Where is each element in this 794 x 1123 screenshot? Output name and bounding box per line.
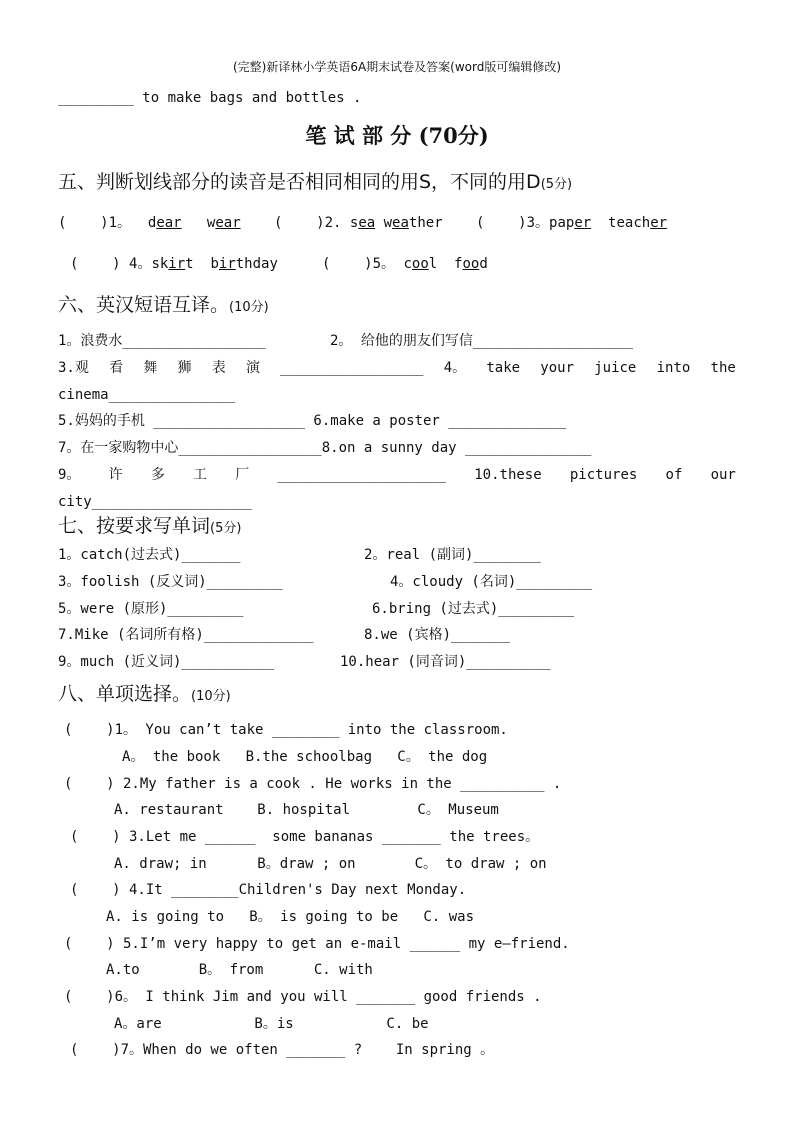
word-item-3: 3。foolish (反义词)_________ — [58, 574, 283, 590]
word-item-8: 8.we (宾格)_______ — [364, 627, 511, 643]
section-5-points: (5分) — [540, 177, 573, 192]
translation-line-10-cont: city___________________ — [58, 494, 252, 510]
word-item-9: 9。much (近义词)___________ — [58, 654, 275, 670]
mc-question-3: ( ) 3.Let me ______ some bananas _______ the trees。 — [70, 829, 540, 845]
mc-options-3: A. draw; in B。draw ; on C。 to draw ; on — [114, 856, 547, 872]
translation-line-9-10: 9。 许 多 工 厂 ____________________ 10.these pictures of our — [58, 467, 736, 483]
phonics-question-3: ( )3。paper teacher — [476, 215, 668, 231]
word-item-7: 7.Mike (名词所有格)_____________ — [58, 627, 314, 643]
translation-line-5-6: 5.妈妈的手机 __________________ 6.make a poster ______________ — [58, 413, 567, 429]
phonics-question-5: ( )5。 cool food — [322, 256, 488, 272]
translation-line-4-cont: cinema_______________ — [58, 387, 236, 403]
mc-question-1: ( )1。 You can’t take ________ into the classroom. — [64, 722, 508, 738]
continuation-line: _________ to make bags and bottles . — [58, 90, 362, 106]
word-item-5: 5。were (原形)_________ — [58, 601, 244, 617]
section-6-points: (10分) — [229, 300, 269, 315]
section-8-heading-text: 八、单项选择。 — [58, 683, 192, 705]
mc-question-5: ( ) 5.I’m very happy to get an e-mail ______ my e—friend. — [64, 936, 570, 952]
section-7-heading — [58, 514, 241, 541]
translation-item-1: 1。浪费水_________________ — [58, 333, 266, 349]
phonics-question-2: ( )2. sea weather — [274, 215, 443, 231]
mc-options-1: A。 the book B.the schoolbag C。 the dog — [122, 749, 488, 765]
word-item-10: 10.hear (同音词)__________ — [340, 654, 551, 670]
translation-line-7-8: 7。在一家购物中心_________________8.on a sunny day _______________ — [58, 440, 592, 456]
mc-options-5: A.to B。 from C. with — [106, 962, 373, 978]
section-5-heading-text: 五、判断划线部分的读音是否相同相同的用S，不同的用D — [58, 171, 541, 193]
mc-question-4: ( ) 4.It ________Children's Day next Monday. — [70, 882, 467, 898]
word-item-2: 2。real (副词)________ — [364, 547, 541, 563]
section-title: 笔 试 部 分 (70分) — [305, 123, 489, 148]
word-item-1: 1。catch(过去式)_______ — [58, 547, 241, 563]
section-8-heading — [58, 682, 231, 709]
mc-question-2: ( ) 2.My father is a cook . He works in the __________ . — [64, 776, 562, 792]
section-7-points: (5分) — [210, 521, 242, 536]
section-6-heading — [58, 293, 269, 320]
section-8-points: (10分) — [191, 689, 231, 704]
section-5-heading — [58, 170, 572, 197]
mc-options-6: A。are B。is C. be — [114, 1016, 429, 1032]
word-item-4: 4。cloudy (名词)_________ — [390, 574, 593, 590]
phonics-question-4: ( ) 4。skirt birthday — [70, 256, 278, 272]
section-6-heading-text: 六、英汉短语互译。 — [58, 294, 230, 316]
mc-options-4: A. is going to B。 is going to be C. was — [106, 909, 475, 925]
mc-question-7: ( )7。When do we often _______ ? In spring 。 — [70, 1042, 495, 1058]
translation-line-3-4: 3.观 看 舞 狮 表 演 _________________ 4。 take your juice into the — [58, 360, 736, 376]
section-7-heading-text: 七、按要求写单词 — [58, 515, 211, 537]
word-item-6: 6.bring (过去式)_________ — [372, 601, 575, 617]
phonics-question-1: ( )1。 dear wear — [58, 215, 241, 231]
mc-options-2: A. restaurant B. hospital C。 Museum — [114, 802, 499, 818]
document-header: (完整)新译林小学英语6A期末试卷及答案(word版可编辑修改) — [232, 60, 562, 74]
mc-question-6: ( )6。 I think Jim and you will _______ good friends . — [64, 989, 542, 1005]
translation-item-2: 2。 给他的朋友们写信___________________ — [330, 333, 634, 349]
